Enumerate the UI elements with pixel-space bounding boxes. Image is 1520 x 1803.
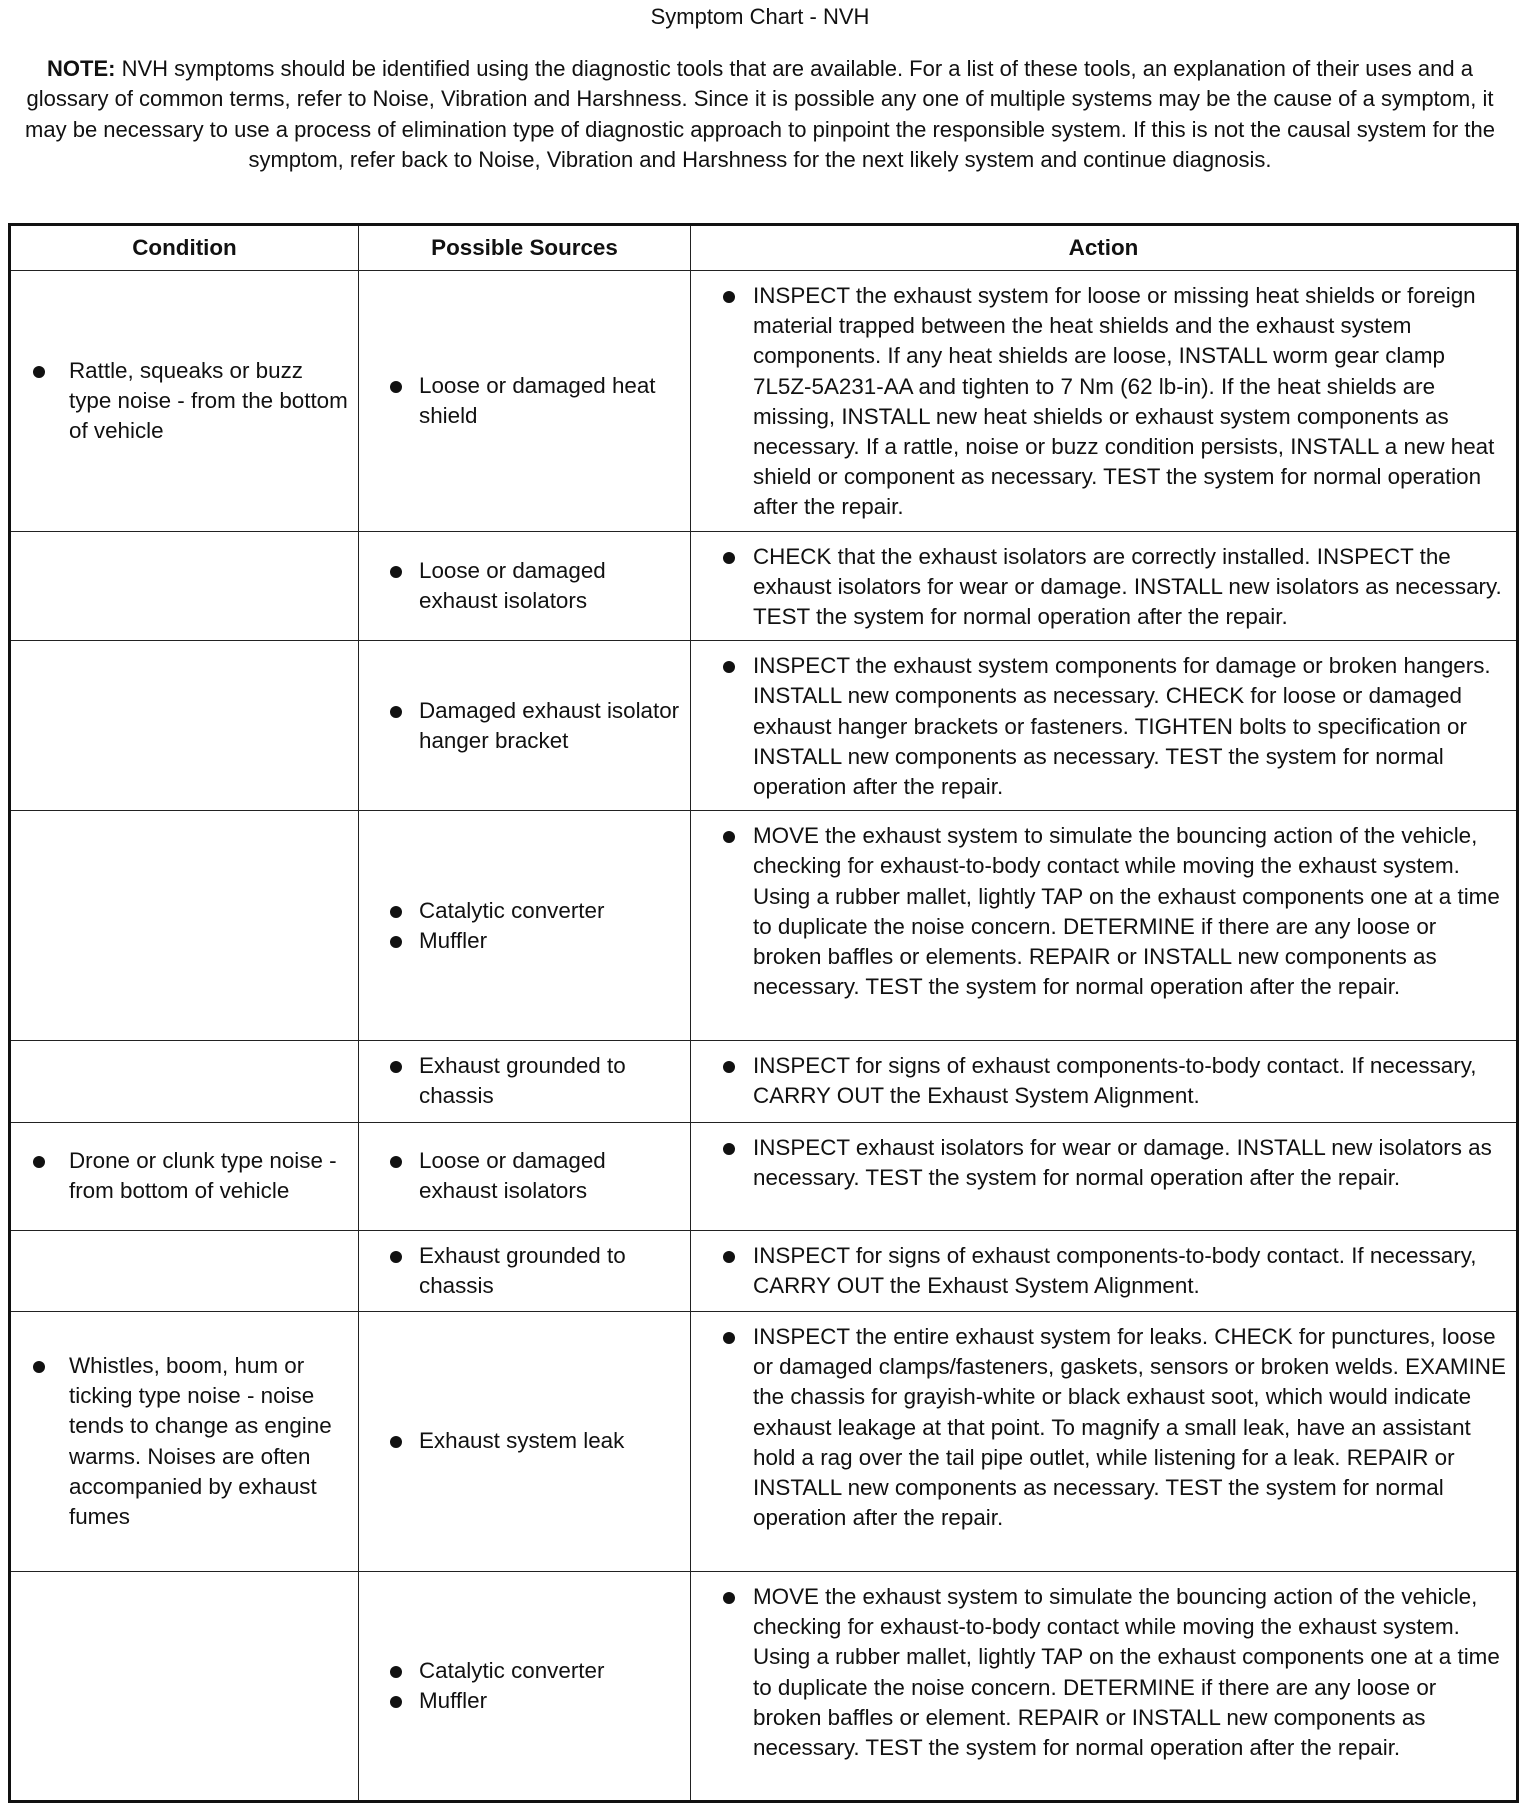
note-text: NVH symptoms should be identified using the diagnostic tools that are available. For a list of these tools, an explanation of their uses and a glossary of common terms, refer to Noise, Vibration and Harshness. Since it is possible any one of multiple systems may be the cause of a symptom, it may be necessary to use a process of elimination type of diagnostic approach to pinpoint the responsible system. If this is not the causal system for the symptom, refer back to Noise, Vibration and Harshness for the next likely system and continue diagnosis. <box>25 56 1495 173</box>
action-cell <box>691 1572 1518 1802</box>
table-row <box>10 1122 1518 1230</box>
action-text: INSPECT the exhaust system components for damage or broken hangers. INSTALL new components as necessary. CHECK for loose or damaged exhaust hanger brackets or fasteners. TIGHTEN bolts to specification or INSTALL new components as necessary. TEST the system for normal operation after the repair. <box>701 651 1506 802</box>
action-text: MOVE the exhaust system to simulate the bouncing action of the vehicle, checking for exhaust-to-body contact while moving the exhaust system. Using a rubber mallet, lightly TAP on the exhaust components one at a time to duplicate the noise concern. DETERMINE if there are any loose or broken baffles or element. REPAIR or INSTALL new components as necessary. TEST the system for normal operation after the repair. <box>701 1582 1506 1763</box>
note-label: NOTE: <box>47 56 116 81</box>
possible-sources-cell <box>359 271 691 532</box>
action-text: CHECK that the exhaust isolators are correctly installed. INSPECT the exhaust isolators for wear or damage. INSTALL new isolators as necessary. TEST the system for normal operation after the repair. <box>701 542 1506 633</box>
action-cell <box>691 531 1518 641</box>
action-text: INSPECT the exhaust system for loose or missing heat shields or foreign material trapped between the heat shields and the exhaust system components. If any heat shields are loose, INSTALL worm gear clamp 7L5Z-5A231-AA and tighten to 7 Nm (62 lb-in). If the heat shields are missing, INSTALL new heat shields or exhaust system components as necessary. If a rattle, noise or buzz condition persists, INSTALL a new heat shield or component as necessary. TEST the system for normal operation after the repair. <box>701 281 1506 523</box>
action-text: INSPECT for signs of exhaust components-to-body contact. If necessary, CARRY OUT the Exhaust System Alignment. <box>701 1051 1506 1111</box>
condition-cell <box>10 1122 359 1230</box>
action-cell <box>691 271 1518 532</box>
possible-sources-cell <box>359 1572 691 1802</box>
table-header-row <box>10 225 1518 271</box>
condition-cell <box>10 1312 359 1572</box>
action-text: INSPECT the entire exhaust system for leaks. CHECK for punctures, loose or damaged clamps/fasteners, gaskets, sensors or broken welds. EXAMINE the chassis for grayish-white or black exhaust soot, which would indicate exhaust leakage at that point. To magnify a small leak, have an assistant hold a rag over the tail pipe outlet, while listening for a leak. REPAIR or INSTALL new components as necessary. TEST the system for normal operation after the repair. <box>701 1322 1506 1533</box>
column-header-condition: Condition <box>10 225 359 271</box>
table-row <box>10 1041 1518 1122</box>
symptom-chart-table <box>8 223 1519 1803</box>
possible-sources-cell <box>359 1122 691 1230</box>
column-header-action: Action <box>691 225 1518 271</box>
condition-cell <box>10 1041 359 1122</box>
source-item: Catalytic converter <box>367 1656 682 1686</box>
action-cell <box>691 811 1518 1041</box>
possible-sources-cell <box>359 1041 691 1122</box>
table-row <box>10 271 1518 532</box>
source-item: Damaged exhaust isolator hanger bracket <box>367 696 682 756</box>
table-row <box>10 1312 1518 1572</box>
possible-sources-cell <box>359 531 691 641</box>
source-item: Loose or damaged exhaust isolators <box>367 556 682 616</box>
action-cell <box>691 1312 1518 1572</box>
action-cell <box>691 1041 1518 1122</box>
source-item: Loose or damaged heat shield <box>367 371 682 431</box>
column-header-possible-sources: Possible Sources <box>359 225 691 271</box>
table-row <box>10 811 1518 1041</box>
source-item: Exhaust grounded to chassis <box>367 1241 682 1301</box>
action-text: INSPECT for signs of exhaust components-to-body contact. If necessary, CARRY OUT the Exhaust System Alignment. <box>701 1241 1506 1301</box>
condition-cell <box>10 1572 359 1802</box>
condition-text: Drone or clunk type noise - from bottom of vehicle <box>19 1146 350 1206</box>
possible-sources-cell <box>359 811 691 1041</box>
table-body <box>10 271 1518 1802</box>
condition-cell <box>10 641 359 811</box>
condition-text: Whistles, boom, hum or ticking type noise - noise tends to change as engine warms. Noises are often accompanied by exhaust fumes <box>19 1351 350 1532</box>
condition-cell <box>10 1230 359 1311</box>
action-cell <box>691 641 1518 811</box>
table-row <box>10 641 1518 811</box>
source-item: Loose or damaged exhaust isolators <box>367 1146 682 1206</box>
condition-cell <box>10 811 359 1041</box>
table-row <box>10 1230 1518 1311</box>
source-item: Catalytic converter <box>367 896 682 926</box>
source-item: Exhaust system leak <box>367 1426 682 1456</box>
page-title: Symptom Chart - NVH <box>650 4 870 29</box>
possible-sources-cell <box>359 641 691 811</box>
note-paragraph <box>4 54 1516 176</box>
table-row <box>10 1572 1518 1802</box>
action-cell <box>691 1122 1518 1230</box>
source-item: Muffler <box>367 926 682 956</box>
action-text: MOVE the exhaust system to simulate the bouncing action of the vehicle, checking for exhaust-to-body contact while moving the exhaust system. Using a rubber mallet, lightly TAP on the exhaust components one at a time to duplicate the noise concern. DETERMINE if there are any loose or broken baffles or elements. REPAIR or INSTALL new components as necessary. TEST the system for normal operation after the repair. <box>701 821 1506 1002</box>
source-item: Exhaust grounded to chassis <box>367 1051 682 1111</box>
condition-text: Rattle, squeaks or buzz type noise - from the bottom of vehicle <box>19 356 350 447</box>
possible-sources-cell <box>359 1230 691 1311</box>
source-item: Muffler <box>367 1686 682 1716</box>
action-cell <box>691 1230 1518 1311</box>
possible-sources-cell <box>359 1312 691 1572</box>
condition-cell <box>10 271 359 532</box>
table-row <box>10 531 1518 641</box>
action-text: INSPECT exhaust isolators for wear or damage. INSTALL new isolators as necessary. TEST the system for normal operation after the repair. <box>701 1133 1506 1193</box>
condition-cell <box>10 531 359 641</box>
